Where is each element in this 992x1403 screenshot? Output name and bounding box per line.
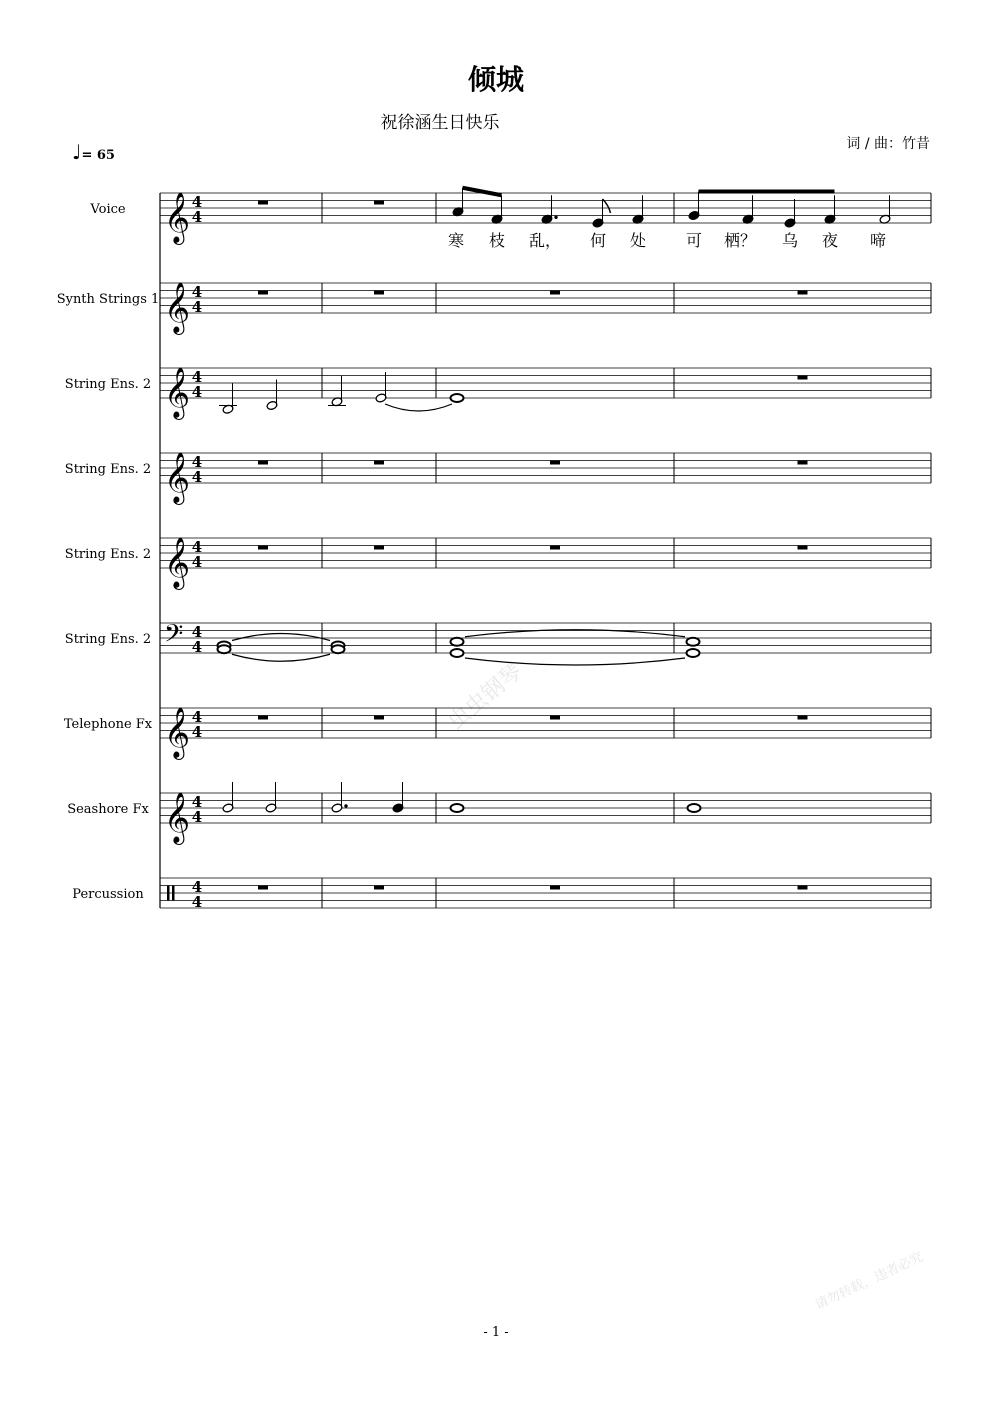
instrument-label: String Ens. 2 <box>64 632 152 647</box>
whole-note <box>451 394 464 402</box>
staff-4 <box>65 452 931 505</box>
whole-note <box>451 649 464 657</box>
lyric-syllable: 乱， <box>528 231 562 250</box>
time-signature-bottom: 4 <box>191 468 203 486</box>
whole-rest <box>550 546 560 550</box>
staff-9 <box>72 878 931 911</box>
whole-rest <box>798 291 808 295</box>
time-signature-top: 4 <box>191 708 203 726</box>
instrument-label: String Ens. 2 <box>64 377 152 392</box>
time-signature-bottom: 4 <box>191 808 203 826</box>
whole-note <box>451 804 464 812</box>
tie <box>465 658 685 665</box>
time-signature-bottom: 4 <box>191 893 203 911</box>
time-signature-top: 4 <box>191 283 203 301</box>
staff-2 <box>57 282 931 335</box>
tie <box>232 654 330 661</box>
time-signature-bottom: 4 <box>191 638 203 656</box>
whole-rest <box>798 546 808 550</box>
composer-credit: 词 / 曲：竹昔 <box>846 136 930 152</box>
whole-rest <box>798 461 808 465</box>
whole-rest <box>798 716 808 720</box>
whole-rest <box>374 546 384 550</box>
staff-7 <box>64 707 931 760</box>
instrument-label: String Ens. 2 <box>64 462 152 477</box>
whole-rest <box>374 291 384 295</box>
quarter-note-icon: ♩ <box>72 140 82 164</box>
lyric-syllable: 寒 <box>447 231 465 250</box>
augmentation-dot <box>344 804 347 807</box>
tempo-value: = 65 <box>81 148 115 163</box>
whole-note <box>332 645 345 653</box>
lyric-syllable: 夜 <box>821 231 839 250</box>
whole-rest <box>258 291 268 295</box>
whole-rest <box>258 716 268 720</box>
instrument-label: Telephone Fx <box>63 717 153 732</box>
whole-rest <box>258 886 268 890</box>
time-signature-top: 4 <box>191 193 203 211</box>
time-signature-bottom: 4 <box>191 383 203 401</box>
whole-rest <box>550 716 560 720</box>
treble-clef-icon: 𝄞 <box>164 537 191 588</box>
watermark-corner: 请勿转载，违者必究 <box>813 1249 926 1313</box>
note-flag <box>603 199 611 213</box>
treble-clef-icon: 𝄞 <box>164 367 191 418</box>
whole-rest <box>550 291 560 295</box>
time-signature-top: 4 <box>191 793 203 811</box>
page-number: - 1 - <box>483 1325 509 1340</box>
time-signature-top: 4 <box>191 538 203 556</box>
lyric-syllable: 可 <box>685 231 703 250</box>
whole-rest <box>798 376 808 380</box>
instrument-label: Seashore Fx <box>67 802 149 817</box>
whole-note <box>218 645 231 653</box>
lyric-syllable: 处 <box>629 231 647 250</box>
whole-rest <box>374 461 384 465</box>
whole-rest <box>374 716 384 720</box>
whole-rest <box>374 886 384 890</box>
score-title: 倾城 <box>467 63 524 96</box>
percussion-clef-icon <box>167 886 170 901</box>
whole-rest <box>258 201 268 205</box>
staff-8 <box>67 792 931 845</box>
bass-clef-icon: 𝄢 <box>164 619 184 655</box>
whole-note <box>688 804 701 812</box>
staff-3 <box>65 367 931 420</box>
lyric-syllable: 枝 <box>488 231 506 250</box>
staff-5 <box>65 537 931 590</box>
lyric-syllable: 乌 <box>781 231 799 250</box>
percussion-clef-icon <box>172 886 175 901</box>
whole-rest <box>798 886 808 890</box>
instrument-label: Voice <box>90 202 126 217</box>
treble-clef-icon: 𝄞 <box>164 282 191 333</box>
whole-note <box>687 649 700 657</box>
lyric-syllable: 啼 <box>869 231 887 250</box>
treble-clef-icon: 𝄞 <box>164 452 191 503</box>
tie <box>385 404 452 411</box>
time-signature-bottom: 4 <box>191 208 203 226</box>
score-subtitle: 祝徐涵生日快乐 <box>380 113 500 133</box>
whole-rest <box>258 461 268 465</box>
augmentation-dot <box>554 216 557 219</box>
treble-clef-icon: 𝄞 <box>164 707 191 758</box>
instrument-label: Synth Strings 1 <box>56 292 160 307</box>
time-signature-bottom: 4 <box>191 723 203 741</box>
whole-rest <box>258 546 268 550</box>
beam <box>463 188 502 196</box>
whole-rest <box>374 201 384 205</box>
time-signature-bottom: 4 <box>191 553 203 571</box>
whole-rest <box>550 886 560 890</box>
lyric-syllable: 栖？ <box>723 231 757 250</box>
time-signature-bottom: 4 <box>191 298 203 316</box>
time-signature-top: 4 <box>191 368 203 386</box>
staff-6 <box>65 620 931 657</box>
treble-clef-icon: 𝄞 <box>164 192 191 243</box>
whole-note <box>451 638 464 646</box>
staff-1 <box>89 192 931 245</box>
watermark-center: 虫虫钢琴 <box>443 659 528 735</box>
lyric-syllable: 何 <box>589 231 607 250</box>
time-signature-top: 4 <box>191 878 203 896</box>
treble-clef-icon: 𝄞 <box>164 792 191 843</box>
whole-rest <box>550 461 560 465</box>
time-signature-top: 4 <box>191 453 203 471</box>
time-signature-top: 4 <box>191 623 203 641</box>
whole-note <box>687 638 700 646</box>
tie <box>232 634 330 641</box>
instrument-label: Percussion <box>72 887 144 902</box>
instrument-label: String Ens. 2 <box>64 547 152 562</box>
